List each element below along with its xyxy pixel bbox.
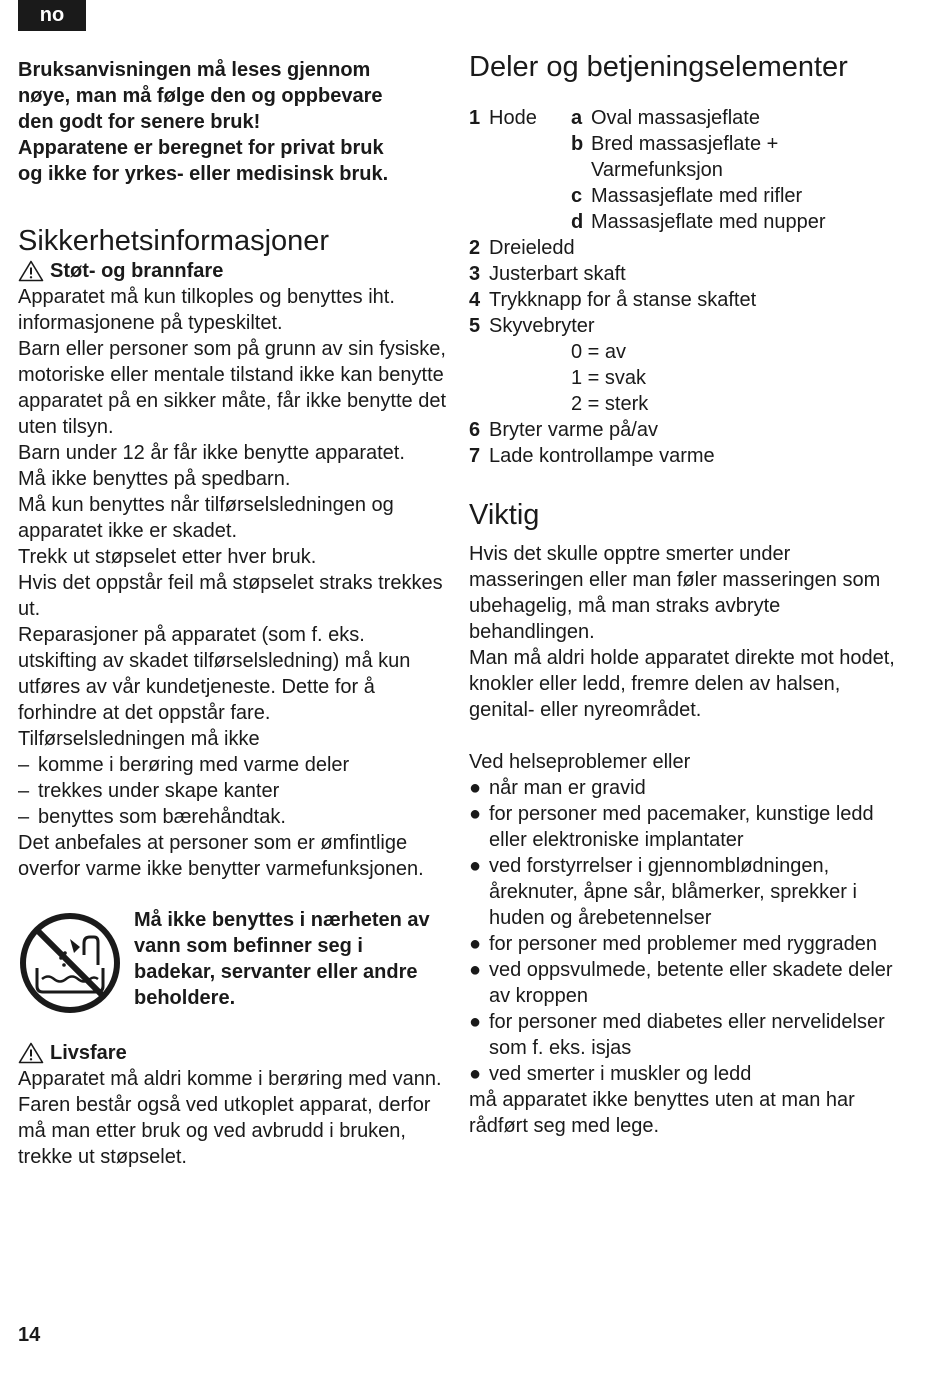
bullet-marker: ● <box>469 933 482 955</box>
health-bullet <box>469 775 909 801</box>
safety-paragraph: Tilførselsledningen må ikke <box>18 728 260 750</box>
head-subitem <box>571 131 826 183</box>
intro-line: den godt for senere bruk! <box>18 111 261 133</box>
viktig-paragraph: Hvis det skulle opptre smerter under masseringen eller man føler masseringen som ubehagelig, må man straks avbryte behandlingen. <box>469 543 881 643</box>
part-number: 1 <box>469 107 481 129</box>
water-warning <box>18 907 448 1015</box>
intro-line: og ikke for yrkes- eller medisinsk bruk. <box>18 163 389 185</box>
safety-paragraph: Må ikke benyttes på spedbarn. <box>18 468 291 490</box>
heat-note: Det anbefales at personer som er ømfintlige overfor varme ikke benytter varmefunksjonen. <box>18 832 424 880</box>
bullet-marker: ● <box>469 777 482 799</box>
safety-paragraph: Reparasjoner på apparatet (som f. eks. utskifting av skadet tilførselsledning) må kun utføres av vår kundetjeneste. Dette for å forhindre at det oppstår fare. <box>18 624 411 724</box>
subitem-text: Massasjeflate med nupper <box>591 211 826 233</box>
part-name: Lade kontrollampe varme <box>489 445 715 467</box>
switch-level: 2 = sterk <box>571 393 649 415</box>
dash-marker: – <box>18 780 30 802</box>
part-item <box>469 105 909 235</box>
subitem-letter: d <box>571 211 584 233</box>
life-warning-heading <box>18 1040 448 1066</box>
safety-paragraph: Må kun benyttes når tilførselsledningen og apparatet ikke er skadet. <box>18 494 394 542</box>
safety-paragraph: Trekk ut støpselet etter hver bruk. <box>18 546 317 568</box>
bullet-marker: ● <box>469 855 482 877</box>
health-bullet-text: ved oppsvulmede, betente eller skadete deler av kroppen <box>489 959 893 1007</box>
subitem-text: Oval massasjeflate <box>591 107 760 129</box>
subitem-text: Massasjeflate med rifler <box>591 185 803 207</box>
shock-warning-label: Støt- og brannfare <box>50 260 224 282</box>
life-warning-text: Apparatet må aldri komme i berøring med vann. Faren består også ved utkoplet apparat, derfor må man etter bruk og ved avbrudd i bruken, trekke ut støpselet. <box>18 1068 442 1168</box>
intro-line: Bruksanvisningen må leses gjennom <box>18 59 371 81</box>
warning-triangle-icon <box>18 1042 44 1064</box>
bullet-marker: ● <box>469 803 482 825</box>
viktig-title: Viktig <box>469 499 540 531</box>
head-subitem <box>571 183 826 209</box>
parts-title: Deler og betjeningselementer <box>469 51 848 83</box>
language-tag: no <box>18 0 86 31</box>
part-number: 4 <box>469 289 481 311</box>
page-number: 14 <box>18 1324 41 1346</box>
no-water-icon <box>18 911 122 1015</box>
part-item <box>469 313 909 339</box>
bullet-marker: ● <box>469 959 482 981</box>
cord-item <box>18 804 448 830</box>
intro-notice <box>18 57 448 187</box>
cord-item-text: benyttes som bærehåndtak. <box>38 806 286 828</box>
health-bullet-text: når man er gravid <box>489 777 646 799</box>
part-name: Trykknapp for å stanse skaftet <box>489 289 757 311</box>
health-bullet-text: for personer med pacemaker, kunstige ledd eller elektroniske implantater <box>489 803 874 851</box>
safety-paragraph: Barn eller personer som på grunn av sin fysiske, motoriske eller mentale tilstand ikke kan benytte apparatet på en sikker måte, får ikke benytte det uten tilsyn. <box>18 338 447 438</box>
intro-line: Apparatene er beregnet for privat bruk <box>18 137 384 159</box>
part-name: Bryter varme på/av <box>489 419 658 441</box>
health-bullet <box>469 931 909 957</box>
switch-level: 1 = svak <box>571 367 647 389</box>
part-number: 3 <box>469 263 481 285</box>
dash-marker: – <box>18 806 30 828</box>
cord-item <box>18 752 448 778</box>
health-bullet-text: for personer med diabetes eller nervelidelser som f. eks. isjas <box>489 1011 885 1059</box>
viktig-paragraph: Man må aldri holde apparatet direkte mot hodet, knokler eller ledd, fremre delen av halsen, genital- eller nyreområdet. <box>469 647 895 721</box>
bullet-marker: ● <box>469 1063 482 1085</box>
life-warning-label: Livsfare <box>50 1042 127 1064</box>
cord-item <box>18 778 448 804</box>
health-bullet <box>469 853 909 931</box>
switch-level: 0 = av <box>571 341 627 363</box>
part-item <box>469 443 909 469</box>
head-subitem <box>571 209 826 235</box>
left-column <box>18 57 448 1170</box>
part-name: Hode <box>489 107 537 129</box>
part-number: 6 <box>469 419 481 441</box>
subitem-text: Bred massasjeflate + Varmefunksjon <box>591 133 779 181</box>
intro-line: nøye, man må følge den og oppbevare <box>18 85 383 107</box>
right-column <box>469 50 909 1139</box>
head-subitem <box>571 105 826 131</box>
part-name: Dreieledd <box>489 237 575 259</box>
health-intro: Ved helseproblemer eller <box>469 751 691 773</box>
health-closing: må apparatet ikke benyttes uten at man har rådført seg med lege. <box>469 1089 855 1137</box>
health-bullet-text: ved forstyrrelser i gjennomblødningen, åreknuter, åpne sår, blåmerker, sprekker i huden og årebetennelser <box>489 855 857 929</box>
cord-item-text: komme i berøring med varme deler <box>38 754 350 776</box>
part-item <box>469 235 909 261</box>
health-bullet <box>469 1009 909 1061</box>
part-item <box>469 261 909 287</box>
health-bullet <box>469 1061 909 1087</box>
part-number: 7 <box>469 445 481 467</box>
warning-triangle-icon <box>18 260 44 282</box>
health-bullet <box>469 957 909 1009</box>
safety-title: Sikkerhetsinformasjoner <box>18 225 330 257</box>
safety-paragraph: Hvis det oppstår feil må støpselet straks trekkes ut. <box>18 572 443 620</box>
part-name: Justerbart skaft <box>489 263 626 285</box>
safety-paragraph: Barn under 12 år får ikke benytte apparatet. <box>18 442 405 464</box>
water-warning-text: Må ikke benyttes i nærheten av vann som befinner seg i badekar, servanter eller andre beholdere. <box>134 909 430 1009</box>
subitem-letter: c <box>571 185 583 207</box>
part-number: 2 <box>469 237 481 259</box>
shock-warning-heading <box>18 258 448 284</box>
safety-paragraph: Apparatet må kun tilkoples og benyttes iht. informasjonene på typeskiltet. <box>18 286 395 334</box>
part-number: 5 <box>469 315 481 337</box>
dash-marker: – <box>18 754 30 776</box>
health-bullet-text: ved smerter i muskler og ledd <box>489 1063 752 1085</box>
health-bullet-text: for personer med problemer med ryggraden <box>489 933 877 955</box>
cord-item-text: trekkes under skape kanter <box>38 780 280 802</box>
subitem-letter: b <box>571 133 584 155</box>
part-item <box>469 417 909 443</box>
health-bullet <box>469 801 909 853</box>
part-item <box>469 287 909 313</box>
part-name: Skyvebryter <box>489 315 595 337</box>
subitem-letter: a <box>571 107 583 129</box>
head-subitems <box>571 105 826 235</box>
bullet-marker: ● <box>469 1011 482 1033</box>
